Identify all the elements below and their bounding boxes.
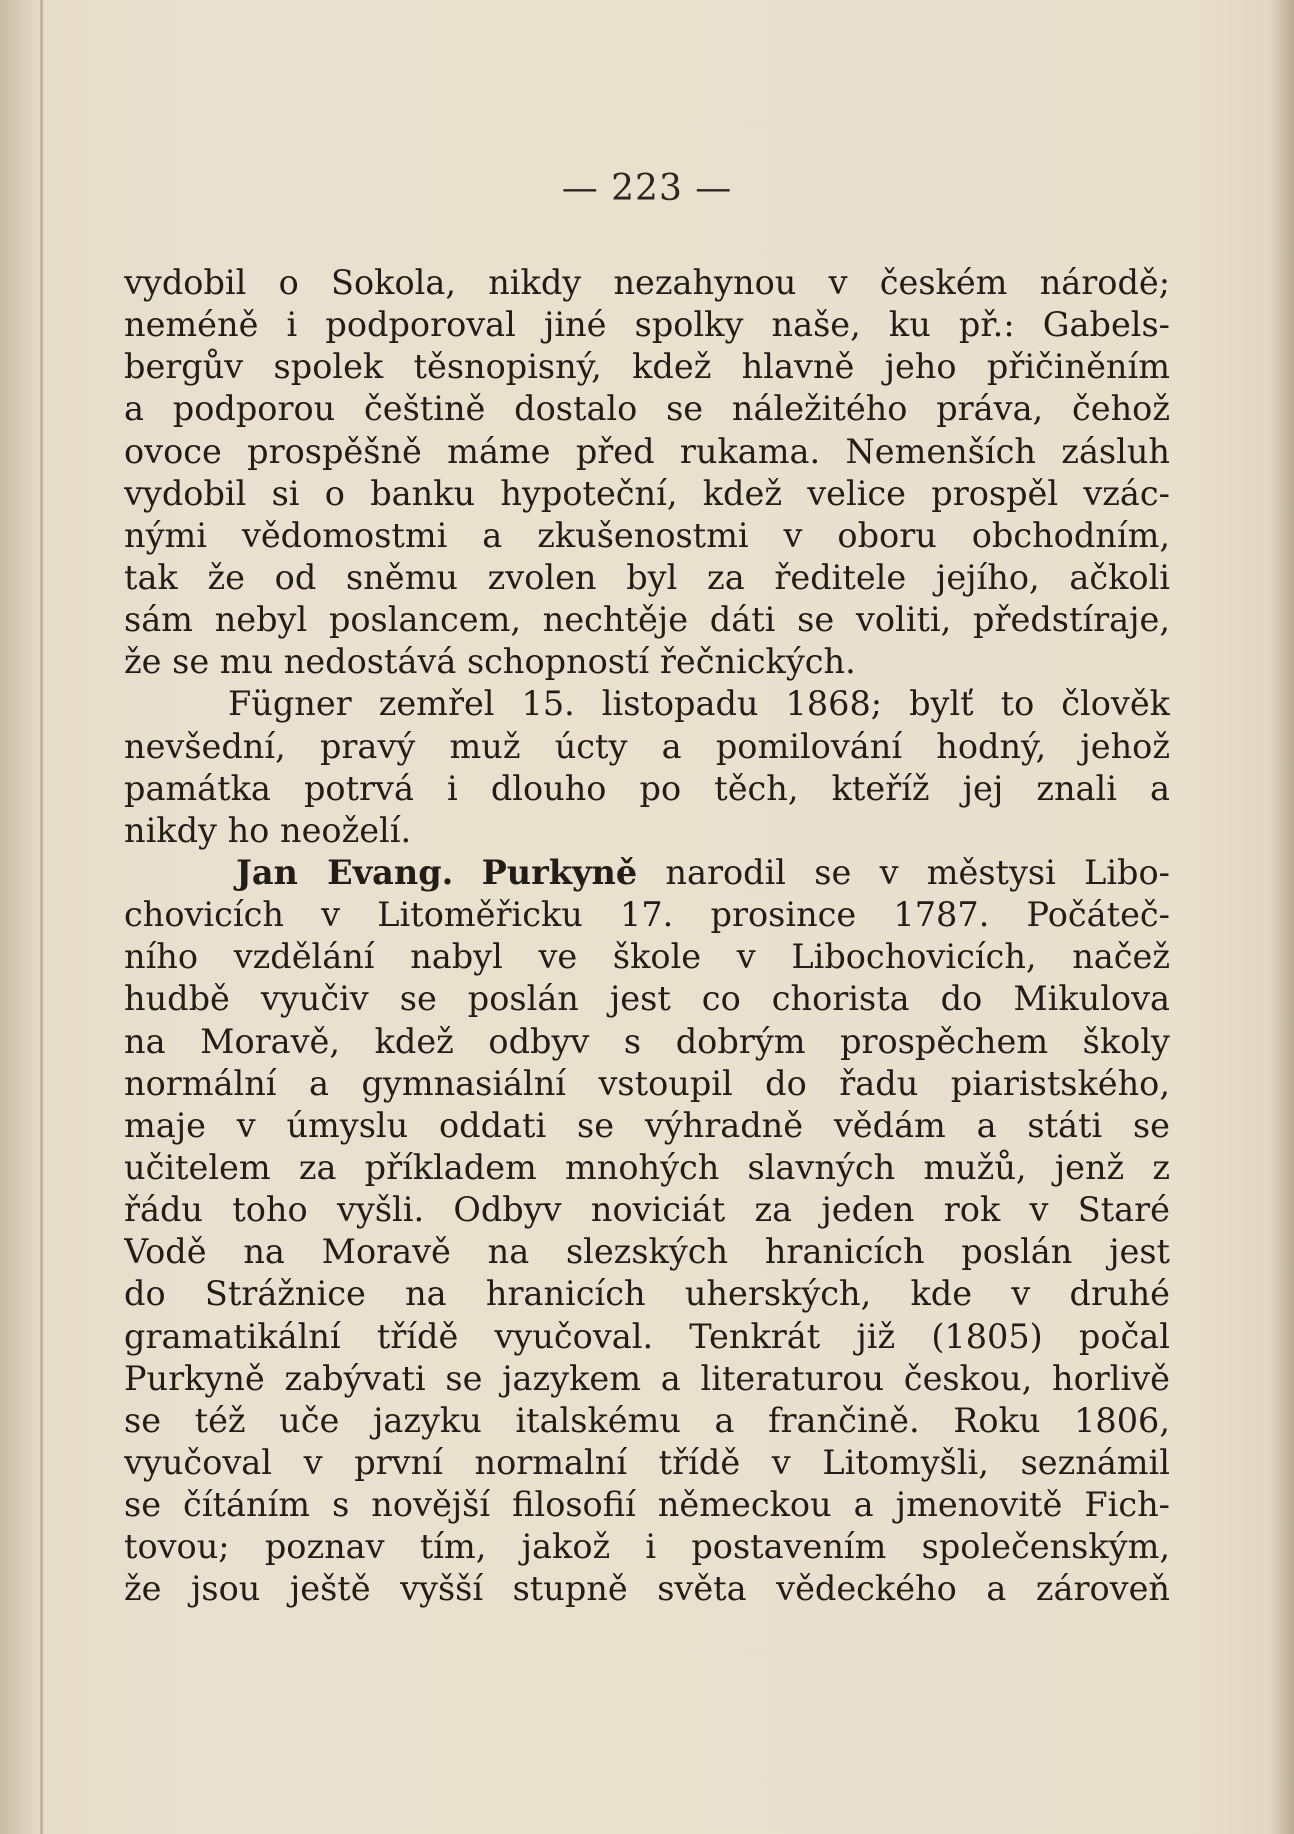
- text-line: nikdy ho neoželí.: [124, 810, 412, 850]
- text-line: gramatikální třídě vyučoval. Tenkrát již (1805) počal: [124, 1316, 1170, 1356]
- text-line: sám nebyl poslancem, nechtěje dáti se voliti, předstíraje,: [124, 600, 1170, 640]
- text-line: ovoce prospěšně máme před rukama. Nemenších zásluh: [124, 431, 1170, 471]
- text-line: řádu toho vyšli. Odbyv noviciát za jeden rok v Staré: [124, 1190, 1170, 1230]
- text-line: tovou; poznav tím, jakož i postavením společenským,: [124, 1527, 1170, 1567]
- first-line-rest: narodil se v městysi Libo-: [665, 852, 1170, 892]
- text-line: že se mu nedostává schopností řečnických.: [124, 642, 856, 682]
- text-line: bergův spolek těsnopisný, kdež hlavně jeho přičiněním: [124, 347, 1170, 387]
- text-line: hudbě vyučiv se poslán jest co chorista do Mikulova: [124, 979, 1170, 1019]
- text-line: že jsou ještě vyšší stupně světa vědeckého a zároveň: [124, 1569, 1170, 1609]
- text-line: maje v úmyslu oddati se výhradně vědám a státi se: [124, 1105, 1170, 1145]
- text-line: ního vzdělání nabyl ve škole v Libochovicích, načež: [124, 937, 1170, 977]
- text-line: Purkyně zabývati se jazykem a literaturou českou, horlivě: [124, 1358, 1170, 1398]
- text-line: Vodě na Moravě na slezských hranicích poslán jest: [124, 1232, 1170, 1272]
- text-line: vydobil o Sokola, nikdy nezahynou v českém národě;: [124, 263, 1170, 302]
- text-line: nevšední, pravý muž úcty a pomilování hodný, jehož: [124, 726, 1170, 766]
- text-line: učitelem za příkladem mnohých slavných mužů, jenž z: [124, 1147, 1170, 1187]
- person-name-surname: Purkyně: [481, 852, 638, 892]
- gutter-edge: [40, 0, 43, 1834]
- text-line: chovicích v Litoměřicku 17. prosince 1787. Počáteč-: [124, 895, 1170, 935]
- text-line: vydobil si o banku hypoteční, kdež velice prospěl vzác-: [124, 473, 1170, 513]
- text-line-first: [124, 852, 1170, 894]
- text-line: nými vědomostmi a zkušenostmi v oboru obchodním,: [124, 515, 1170, 555]
- text-line: do Strážnice na hranicích uherských, kde v druhé: [124, 1274, 1170, 1314]
- text-line: Fügner zemřel 15. listopadu 1868; bylť to člověk: [228, 684, 1170, 724]
- person-name-first: Jan Evang.: [236, 852, 454, 892]
- text-line: tak že od sněmu zvolen byl za ředitele jejího, ačkoli: [124, 557, 1170, 597]
- text-line: neméně i podporoval jiné spolky naše, ku př.: Gabels-: [124, 305, 1170, 345]
- body-text: [124, 262, 1170, 1611]
- page-number: — 223 —: [561, 168, 733, 209]
- text-line: vyučoval v první normalní třídě v Litomyšli, seznámil: [124, 1442, 1170, 1482]
- text-line: se též uče jazyku italskému a frančině. Roku 1806,: [124, 1400, 1170, 1440]
- text-line: památka potrvá i dlouho po těch, kteříž jej znali a: [124, 768, 1170, 808]
- text-line: na Moravě, kdež odbyv s dobrým prospěchem školy: [124, 1021, 1170, 1061]
- text-line: normální a gymnasiální vstoupil do řadu piaristského,: [124, 1063, 1170, 1103]
- text-line: a podporou češtině dostalo se náležitého práva, čehož: [124, 389, 1170, 429]
- text-line: se čítáním s novější filosofií německou a jmenovitě Fich-: [124, 1485, 1170, 1525]
